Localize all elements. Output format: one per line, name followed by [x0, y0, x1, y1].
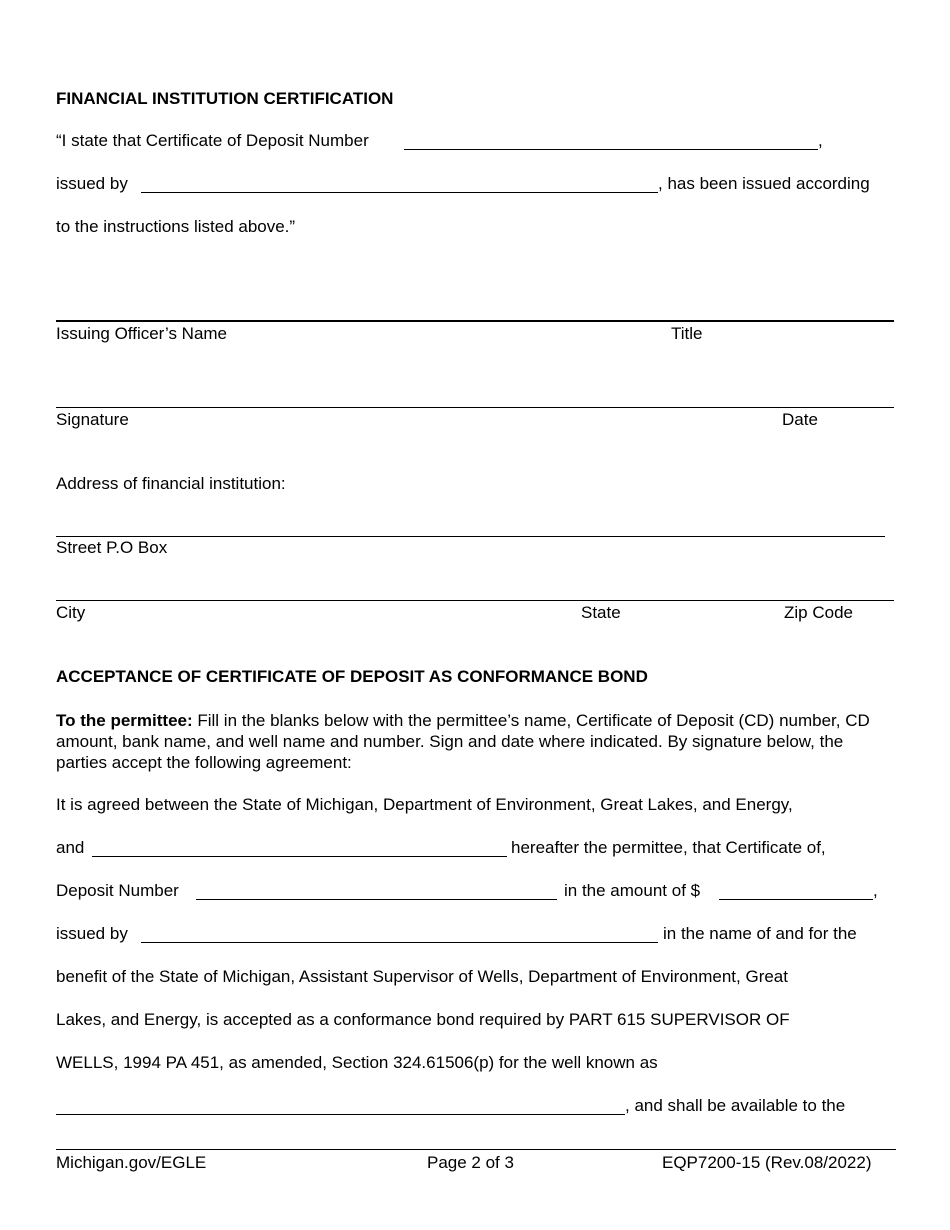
and-label: and: [56, 838, 85, 857]
section-heading-acceptance: ACCEPTANCE OF CERTIFICATE OF DEPOSIT AS CONFORMANCE BOND: [56, 667, 648, 686]
zip-code-label: Zip Code: [784, 603, 853, 622]
signature-field[interactable]: [56, 407, 894, 408]
cd-number-prefix: “I state that Certificate of Deposit Number: [56, 131, 369, 150]
acceptance-issued-by-label: issued by: [56, 924, 128, 943]
available-text: , and shall be available to the: [625, 1096, 846, 1115]
city-state-zip-field[interactable]: [56, 600, 894, 601]
title-label: Title: [671, 324, 703, 343]
lakes-line: Lakes, and Energy, is accepted as a conformance bond required by PART 615 SUPERVISOR OF: [56, 1010, 790, 1029]
well-name-field[interactable]: [56, 1114, 625, 1115]
street-label: Street P.O Box: [56, 538, 168, 557]
instructions-text: to the instructions listed above.”: [56, 217, 296, 236]
hereafter-text: hereafter the permittee, that Certificate of,: [511, 838, 826, 857]
deposit-number-field[interactable]: [196, 899, 557, 900]
permittee-instructions-text: Fill in the blanks below with the permittee’s name, Certificate of Deposit (CD) number, CD amount, bank name, and well name and number. Sign and date where indicated. By signature below, the parties accept the following agreement:: [56, 711, 870, 772]
footer-page-number: Page 2 of 3: [427, 1153, 514, 1172]
address-label: Address of financial institution:: [56, 474, 286, 493]
section-heading-financial-certification: FINANCIAL INSTITUTION CERTIFICATION: [56, 89, 394, 108]
state-label: State: [581, 603, 621, 622]
permittee-name-field[interactable]: [92, 856, 507, 857]
issued-by-prefix: issued by: [56, 174, 128, 193]
acceptance-issued-by-field[interactable]: [141, 942, 658, 943]
issued-by-suffix: , has been issued according: [658, 174, 870, 193]
cd-number-suffix: ,: [818, 131, 823, 150]
date-label: Date: [782, 410, 818, 429]
footer-form-number: EQP7200-15 (Rev.08/2022): [662, 1153, 872, 1172]
cd-number-field[interactable]: [404, 149, 818, 150]
amount-label: in the amount of $: [564, 881, 701, 900]
permittee-instructions-bold: To the permittee:: [56, 711, 193, 730]
issuing-officer-field[interactable]: [56, 320, 894, 322]
benefit-line: benefit of the State of Michigan, Assistant Supervisor of Wells, Department of Environment, Great: [56, 967, 788, 986]
in-name-text: in the name of and for the: [663, 924, 857, 943]
footer-website: Michigan.gov/EGLE: [56, 1153, 207, 1172]
issued-by-field[interactable]: [141, 192, 658, 193]
issuing-officer-label: Issuing Officer’s Name: [56, 324, 228, 343]
street-field[interactable]: [56, 536, 885, 537]
signature-label: Signature: [56, 410, 129, 429]
footer-divider: [56, 1149, 896, 1150]
deposit-number-label: Deposit Number: [56, 881, 179, 900]
amount-field[interactable]: [719, 899, 873, 900]
permittee-instructions: [56, 710, 896, 773]
agreement-line: It is agreed between the State of Michigan, Department of Environment, Great Lakes, and Energy,: [56, 795, 793, 814]
city-label: City: [56, 603, 86, 622]
amount-suffix: ,: [873, 881, 878, 900]
wells-line: WELLS, 1994 PA 451, as amended, Section 324.61506(p) for the well known as: [56, 1053, 658, 1072]
